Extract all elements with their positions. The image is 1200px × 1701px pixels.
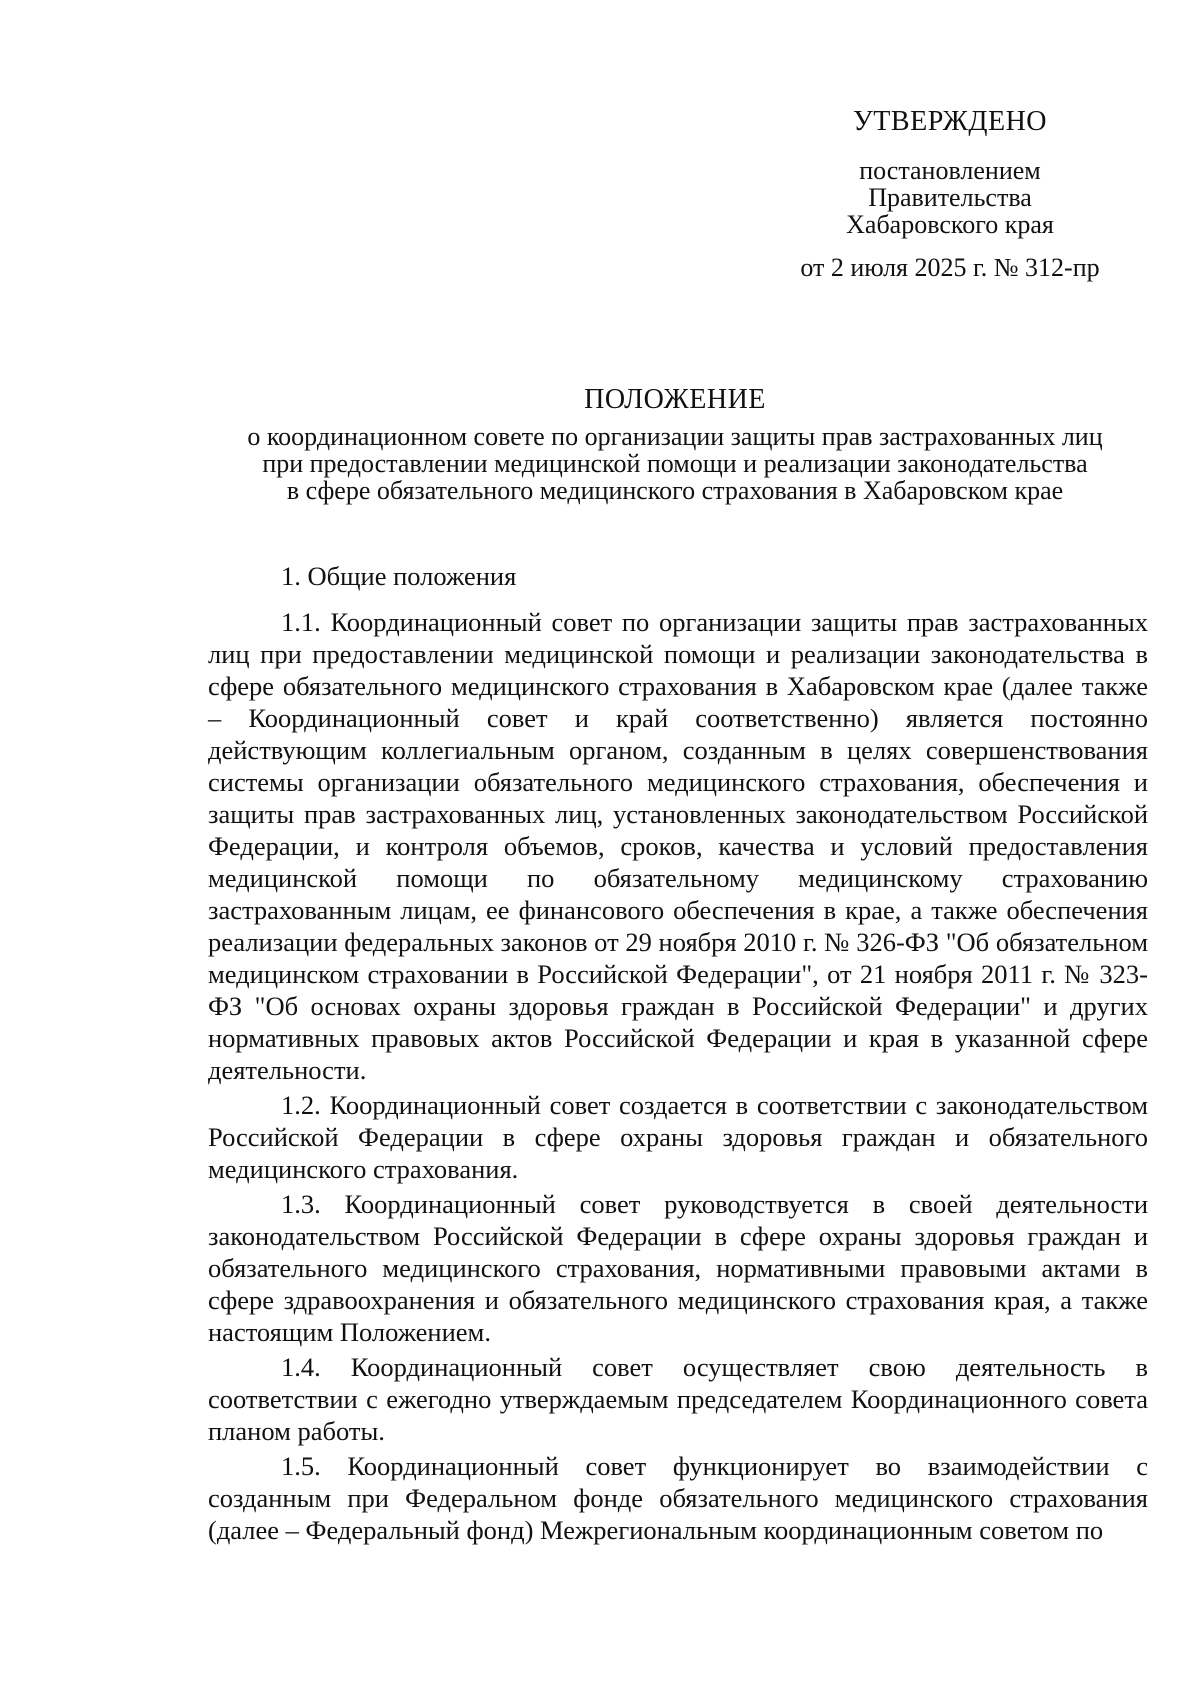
paragraph-1-1: 1.1. Координационный совет по организации защиты прав застрахованных лиц при предоставлении медицинской помощи и реализации законодательства в сфере обязательного медицинского страхования в Хабаровском крае (далее также – Координационный совет и край соответственно) является постоянно действующим коллегиальным органом, созданным в целях совершенствования системы организации обязательного медицинского страхования, обеспечения и защиты прав застрахованных лиц, установленных законодательством Российской Федерации, и контроля объемов, сроков, качества и условий предоставления медицинской помощи по обязательному медицинскому страхованию застрахованным лицам, ее финансового обеспечения в крае, а также обеспечения реализации федеральных законов от 29 ноября 2010 г. № 326-ФЗ "Об обязательном медицинском страховании в Российской Федерации", от 21 ноября 2011 г. № 323-ФЗ "Об основах охраны здоровья граждан в Российской Федерации" и других нормативных правовых актов Российской Федерации и края в указанной сфере деятельности.: [208, 607, 1148, 1085]
approval-block: [760, 108, 1140, 281]
paragraph-1-4: 1.4. Координационный совет осуществляет свою деятельность в соответствии с ежегодно утверждаемым председателем Координационного совета планом работы.: [208, 1352, 1148, 1446]
paragraph-1-5: 1.5. Координационный совет функционирует во взаимодействии с созданным при Федеральном фонде обязательного медицинского страхования (далее – Федеральный фонд) Межрегиональным координационным советом по: [208, 1451, 1148, 1545]
approval-line-1: постановлением: [859, 156, 1041, 185]
paragraph-1-2: 1.2. Координационный совет создается в соответствии с законодательством Российской Федерации в сфере охраны здоровья граждан и обязательного медицинского страхования.: [208, 1090, 1148, 1184]
paragraph-1-3: 1.3. Координационный совет руководствуется в своей деятельности законодательством Российской Федерации в сфере охраны здоровья граждан и обязательного медицинского страхования, нормативными правовыми актами в сфере здравоохранения и обязательного медицинского страхования края, а также настоящим Положением.: [208, 1189, 1148, 1347]
subtitle-line-2: при предоставлении медицинской помощи и реализации законодательства: [262, 449, 1088, 478]
section-heading: 1. Общие положения: [281, 561, 517, 591]
approval-line-2: Правительства: [868, 183, 1032, 212]
subtitle-line-1: о координационном совете по организации защиты прав застрахованных лиц: [247, 422, 1103, 451]
approval-date: от 2 июля 2025 г. № 312-пр: [800, 253, 1100, 282]
subtitle-line-3: в сфере обязательного медицинского страхования в Хабаровском крае: [286, 476, 1064, 505]
title-block: [180, 385, 1170, 504]
document-body: [208, 560, 1148, 1549]
approval-line-3: Хабаровского края: [846, 210, 1054, 239]
approval-stamp-word: УТВЕРЖДЕНО: [852, 106, 1048, 137]
document-title: ПОЛОЖЕНИЕ: [584, 384, 766, 415]
document-subtitle: [180, 423, 1170, 504]
